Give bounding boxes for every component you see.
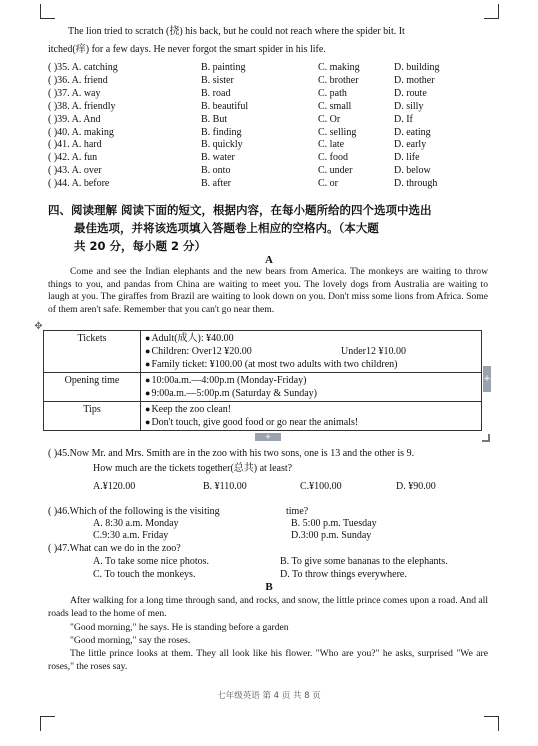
q47-option-a: A. To take some nice photos. bbox=[93, 556, 210, 567]
option-d: D. eating bbox=[394, 126, 431, 138]
children-price-row bbox=[145, 345, 477, 358]
passage-b-letter: B bbox=[265, 581, 273, 593]
q46-option-c: C.9:30 a.m. Friday bbox=[93, 530, 169, 541]
option-b: B. sister bbox=[201, 74, 234, 86]
question-number-option-a: ( )44. A. before bbox=[48, 178, 110, 190]
option-b: B. quickly bbox=[201, 139, 243, 151]
option-b: B. onto bbox=[201, 165, 231, 177]
opening-time-cell bbox=[141, 373, 482, 402]
option-d: D. route bbox=[394, 87, 427, 99]
family-ticket-price: ● Family ticket: ¥100.00 (at most two adults with two children) bbox=[145, 358, 477, 371]
option-b: B. after bbox=[201, 178, 231, 190]
question-47-stem: ( )47.What can we do in the zoo? bbox=[48, 543, 181, 554]
q47-option-d: D. To throw things everywhere. bbox=[280, 569, 407, 580]
q46-stem-text: ( )46.Which of the following is the visiting bbox=[48, 506, 220, 517]
question-45-stem: ( )45.Now Mr. and Mrs. Smith are in the zoo with his two sons, one is 13 and the other is 9. bbox=[48, 448, 415, 459]
crop-mark-top-left bbox=[40, 4, 55, 19]
passage-b-paragraph-3: "Good morning," say the roses. bbox=[70, 635, 191, 646]
add-column-icon[interactable]: + bbox=[483, 366, 491, 392]
q45-option-a: A.¥120.00 bbox=[93, 481, 136, 492]
tips-label: Tips bbox=[44, 402, 141, 431]
q47-option-b: B. To give some bananas to the elephants. bbox=[280, 556, 448, 567]
cloze-option-row bbox=[48, 151, 488, 164]
cloze-option-row bbox=[48, 61, 488, 74]
table-row bbox=[44, 402, 482, 431]
section-heading-line-3: 共 20 分，每小题 2 分） bbox=[74, 239, 207, 253]
crop-mark-bottom-right bbox=[484, 716, 499, 731]
option-c: C. path bbox=[318, 87, 347, 99]
cloze-option-row bbox=[48, 87, 488, 100]
weekend-hours: ● 9:00a.m.—5:00p.m (Saturday & Sunday) bbox=[145, 387, 477, 400]
tips-cell bbox=[141, 402, 482, 431]
tip-dont-touch: ● Don't touch, give good food or go near the animals! bbox=[145, 416, 477, 429]
question-number-option-a: ( )39. A. And bbox=[48, 113, 101, 125]
weekday-hours: ● 10:00a.m.—4:00p.m (Monday-Friday) bbox=[145, 374, 477, 387]
option-d: D. silly bbox=[394, 100, 424, 112]
option-d: D. mother bbox=[394, 74, 435, 86]
q46-option-d: D.3:00 p.m. Sunday bbox=[291, 530, 372, 541]
option-b: B. beautiful bbox=[201, 100, 249, 112]
cloze-option-row bbox=[48, 138, 488, 151]
cloze-option-row bbox=[48, 113, 488, 126]
q45-option-b: B. ¥110.00 bbox=[203, 481, 247, 492]
passage-b-paragraph-4: The little prince looks at them. They all look like his flower. "Who are you?" he asks, surprised "We are roses," the roses say. bbox=[48, 648, 488, 672]
option-d: D. building bbox=[394, 62, 440, 73]
q47-option-c: C. To touch the monkeys. bbox=[93, 569, 196, 580]
question-number-option-a: ( )40. A. making bbox=[48, 126, 114, 138]
passage-b-paragraph-1: After walking for a long time through sand, and rocks, and snow, the little prince comes upon a road. And all roads lead to the home of men. bbox=[48, 595, 488, 619]
question-number-option-a: ( )41. A. hard bbox=[48, 139, 102, 151]
option-d: D. early bbox=[394, 139, 427, 151]
opening-time-label: Opening time bbox=[44, 373, 141, 402]
passage-b-paragraph-2: "Good morning," he says. He is standing before a garden bbox=[70, 622, 289, 633]
table-row bbox=[44, 331, 482, 373]
children-under12-price: Under12 ¥10.00 bbox=[341, 346, 406, 357]
question-number-option-a: ( )38. A. friendly bbox=[48, 100, 116, 112]
option-c: C. under bbox=[318, 165, 353, 177]
passage-end-line-1: The lion tried to scratch (挠) his back, but he could not reach where the spider bit. It bbox=[68, 26, 405, 37]
section-heading-line-1: 四、阅读理解 阅读下面的短文，根据内容，在每小题所给的四个选项中选出 bbox=[48, 203, 432, 217]
tip-keep-clean: ● Keep the zoo clean! bbox=[145, 403, 477, 416]
crop-mark-bottom-left bbox=[40, 716, 55, 731]
cloze-option-row bbox=[48, 100, 488, 113]
option-c: C. small bbox=[318, 100, 352, 112]
add-row-icon[interactable]: + bbox=[255, 433, 281, 441]
passage-end-line-2: itched(痒) for a few days. He never forgot the smart spider in his life. bbox=[48, 44, 326, 55]
option-b: B. But bbox=[201, 113, 228, 125]
table-resize-handle-icon[interactable] bbox=[482, 434, 490, 442]
section-heading bbox=[48, 201, 488, 255]
option-c: C. selling bbox=[318, 126, 357, 138]
cloze-option-row bbox=[48, 74, 488, 87]
question-number-option-a: ( )42. A. fun bbox=[48, 152, 98, 164]
option-c: C. making bbox=[318, 62, 360, 73]
question-number-option-a: ( )35. A. catching bbox=[48, 62, 118, 73]
children-over12-price: ● Children: Over12 ¥20.00 bbox=[145, 345, 252, 358]
passage-a-text: Come and see the Indian elephants and the new bears from America. The monkeys are waiting to throw things to you, and pandas from China are waiting to meet you. The lovely dogs from Australia are waiting to laugh at you. The giraffes from Brazil are waiting to look down on you. Don't miss some lions from Africa. Some of them aren't safe. Remember that you can't go near them. bbox=[48, 266, 488, 316]
page-footer: 七年级英语 第 4 页 共 8 页 bbox=[217, 691, 321, 701]
section-heading-line-2: 最佳选项，并将该选项填入答题卷上相应的空格内。（本大题 bbox=[74, 221, 379, 235]
question-number-option-a: ( )37. A. way bbox=[48, 87, 101, 99]
q46-option-b: B. 5:00 p.m. Tuesday bbox=[291, 518, 377, 529]
passage-a-letter: A bbox=[265, 254, 273, 266]
option-c: C. late bbox=[318, 139, 345, 151]
q46-stem-time: time? bbox=[286, 506, 309, 517]
option-b: B. finding bbox=[201, 126, 242, 138]
option-d: D. below bbox=[394, 165, 431, 177]
question-number-option-a: ( )43. A. over bbox=[48, 165, 102, 177]
zoo-info-table bbox=[43, 330, 482, 431]
tickets-label: Tickets bbox=[44, 331, 141, 373]
question-number-option-a: ( )36. A. friend bbox=[48, 74, 108, 86]
option-d: D. through bbox=[394, 178, 438, 190]
table-move-handle-icon[interactable]: ✥ bbox=[34, 321, 43, 332]
option-b: B. painting bbox=[201, 62, 246, 73]
cloze-option-row bbox=[48, 126, 488, 139]
q45-option-c: C.¥100.00 bbox=[300, 481, 342, 492]
option-b: B. road bbox=[201, 87, 231, 99]
crop-mark-top-right bbox=[484, 4, 499, 19]
option-d: D. If bbox=[394, 113, 413, 125]
cloze-option-row bbox=[48, 177, 488, 190]
cloze-option-row bbox=[48, 164, 488, 177]
option-b: B. water bbox=[201, 152, 235, 164]
option-d: D. life bbox=[394, 152, 420, 164]
question-45-question: How much are the tickets together(总共) at least? bbox=[93, 463, 293, 474]
option-c: C. brother bbox=[318, 74, 359, 86]
adult-price: ● Adult(成人): ¥40.00 bbox=[145, 332, 477, 345]
option-c: C. food bbox=[318, 152, 348, 164]
q46-option-a: A. 8:30 a.m. Monday bbox=[93, 518, 179, 529]
table-row bbox=[44, 373, 482, 402]
q45-option-d: D. ¥90.00 bbox=[396, 481, 436, 492]
option-c: C. Or bbox=[318, 113, 341, 125]
tickets-cell bbox=[141, 331, 482, 373]
option-c: C. or bbox=[318, 178, 338, 190]
